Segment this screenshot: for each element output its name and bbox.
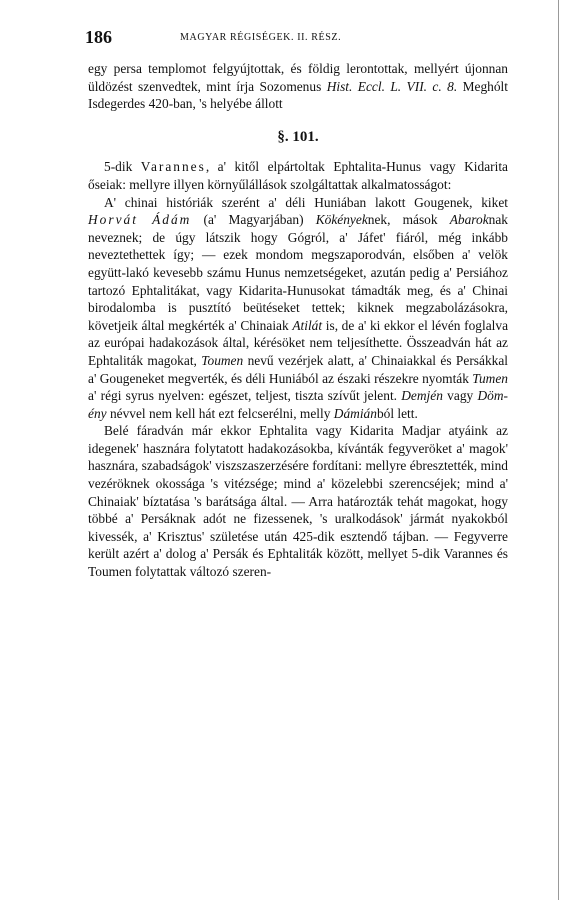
page-edge-line <box>558 0 559 900</box>
text-run: 5-dik <box>104 159 141 175</box>
text-run: névvel nem kell hát ezt felcserélni, melly <box>106 405 334 421</box>
italic-term: Dámián <box>333 405 377 421</box>
text-run: vagy <box>442 388 478 404</box>
paragraph-3 <box>88 194 508 423</box>
text-run: ból lett. <box>376 405 418 421</box>
page-header <box>85 27 520 47</box>
italic-term: Toumen <box>201 352 244 368</box>
italic-term: Abarok <box>449 212 489 228</box>
body-text <box>88 60 508 581</box>
text-run: nevű vezérjek alatt, a' Chinaiakkal és Persákkal a' Gougeneket megverték, és déli Huniából az északi részekre nyomták <box>88 352 508 386</box>
paragraph-2 <box>88 158 508 193</box>
page-number: 186 <box>85 27 112 47</box>
paragraph-1 <box>88 60 508 113</box>
text-run: nek, mások <box>367 212 450 228</box>
italic-term: Atilát <box>292 317 323 333</box>
running-head: MAGYAR RÉGISÉGEK. II. RÉSZ. <box>180 32 342 43</box>
paragraph-4: Belé fáradván már ekkor Ephtalita vagy Kidarita Madjar atyáink az idegenek' hasznára folytatott hadakozásokba, kívánták fegyveröket a' magok' hasznára, szabadságok' viszszaszerzésére fordítani: mellyre ébresztették, mind vezéröknek okossága 's vitézsége; mind a' közelebbi szerencséjek; mind a' Chinaiak' bíztatása 's barátsága által. — Arra határozták tehát magokat, hogy többé a' Persáknak adót ne fizessenek, 's uralkodások' jármát nyakokból kivessék, a' Krisztus' születése után 425-dik esztendő tájban. — Fegyverre került azért a' dolog a' Persák és Ephtaliták között, mellyet 5-dik Varannes és Toumen folytattak változó szeren- <box>88 423 508 580</box>
text-run: is, de a' ki ekkor el lévén foglalva az európai hadakozások által, kérésöket nem teljesíthette. Összeadván hát az Ephtaliták magokat, <box>88 317 509 368</box>
text-run: egy persa templomot felgyújtottak, és földig lerontottak, mellyért újonnan üldözést szenvedtek, mint írja Sozomenus <box>88 61 508 94</box>
text-run: (a' Magyarjában) <box>191 212 316 228</box>
citation: Hist. Eccl. L. VII. c. 8. <box>326 78 458 94</box>
italic-term: Tumen <box>472 370 508 386</box>
italic-term: Dömény <box>88 388 508 421</box>
section-title: §. 101. <box>277 128 319 145</box>
text-run: , a' kitől elpártoltak Ephtalita-Hunus vagy Kidarita őseiak: mellyre illyen környűlállások szolgáltattak alkalmatosságot: <box>88 159 508 192</box>
text-run: Meghólt Isdegerdes 420-ban, 's helyébe állott <box>88 78 508 112</box>
text-run: A' chinai históriák szerént a' déli Huniában lakott Gougenek, kiket <box>104 194 508 210</box>
italic-term: Kökények <box>315 212 368 228</box>
italic-term: Demjén <box>401 388 443 404</box>
text-run: nak neveznek; de úgy látszik hogy Gógról, a' Jáfet' fiáról, még inkább neveztethettek így; — ezek mondom megszaporodván, elsőben a' velök együtt-lakó kevesebb számu Hunus nemzetségeket, azután pedig a' Persiához tartozó Ephtalitákat, vagy Kidarita-Hunusokat támadták meg, és a' Chinai birodalomba is pusztító beütéseket tettek; kiknek megzabolázásokra, követjeik által megkérték a' Chinaiak <box>88 212 508 333</box>
ruler-name: Varannes <box>140 159 206 175</box>
author-name: Horvát Ádám <box>88 212 192 228</box>
text-run: a' régi syrus nyelven: egészet, teljest, tiszta szívűt jelent. <box>88 388 402 404</box>
